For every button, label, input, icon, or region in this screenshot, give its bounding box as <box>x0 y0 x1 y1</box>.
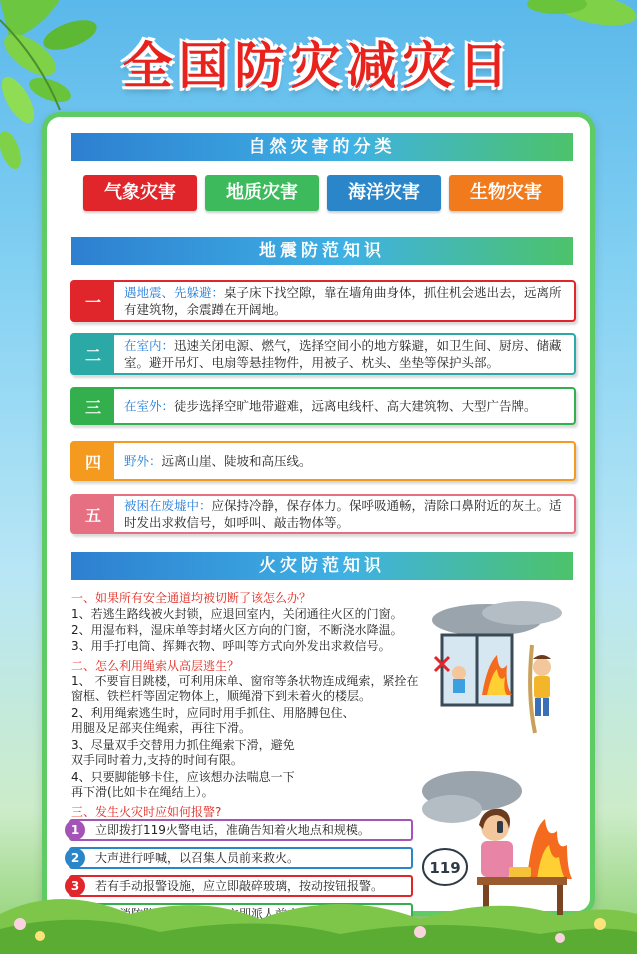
page-title: 全国防灾减灾日 <box>122 37 515 95</box>
quake-text-3: 在室外：徒步选择空旷地带避难，远离电线杆、高大建筑物、大型广告牌。 <box>124 398 537 414</box>
grass-decoration <box>0 874 637 954</box>
step-text-3: 若有手动报警设施，应立即敲碎玻璃，按动按钮报警。 <box>95 879 384 893</box>
quake-item-5 <box>70 494 576 534</box>
alarm-step-1 <box>69 819 413 841</box>
fire-q2-item-2b: 用腿及足部夹住绳索，再往下滑。 <box>71 721 252 735</box>
fire-question-3: 三、发生火灾时应如何报警? <box>71 805 222 819</box>
fire-heading: 火灾防范知识 <box>71 552 573 580</box>
fire-q2-item-1a: 1、 不要盲目跳楼，可利用床单、窗帘等条状物连成绳索，紧拴在 <box>71 674 419 688</box>
tag-weather: 气象灾害 <box>83 175 197 211</box>
fire-q2-item-1b: 窗框、铁栏杆等固定物体上，顺绳滑下到未着火的楼层。 <box>71 689 372 703</box>
alarm-step-2 <box>69 847 413 869</box>
quake-num-2: 二 <box>72 335 114 373</box>
rope-escape-illustration <box>427 595 577 735</box>
tag-biology: 生物灾害 <box>449 175 563 211</box>
quake-text-5: 被困在废墟中：应保持冷静，保存体力。保呼吸通畅，清除口鼻附近的灰土。适时发出求救信号，如呼叫、敲击物体等。 <box>124 498 562 530</box>
fire-q2-item-2a: 2、利用绳索逃生时，应同时用手抓住、用胳膊包住、 <box>71 706 355 720</box>
quake-num-3: 三 <box>72 389 114 423</box>
fire-q1-item-1: 1、若逃生路线被火封锁，应退回室内，关闭通往火区的门窗。 <box>71 607 403 621</box>
content-panel <box>42 112 595 916</box>
step-num-1: 1 <box>65 820 85 840</box>
quake-item-2 <box>70 333 576 375</box>
quake-text-1: 遇地震、先躲避：桌子床下找空隙，靠在墙角曲身体，抓住机会逃出去，远离所有建筑物，余震蹲在开阔地。 <box>124 285 562 317</box>
fire-q2-item-3a: 3、尽量双手交替用力抓住绳索下滑，避免 <box>71 738 295 752</box>
phone-number-bubble: 119 <box>429 859 461 877</box>
quake-num-4: 四 <box>72 443 114 479</box>
step-num-3: 3 <box>65 876 85 896</box>
fire-q2-item-3b: 双手同时着力,支持的时间有限。 <box>71 753 243 767</box>
disaster-tags <box>83 175 563 211</box>
step-num-2: 2 <box>65 848 85 868</box>
tag-ocean: 海洋灾害 <box>327 175 441 211</box>
fire-question-1: 一、如果所有安全通道均被切断了该怎么办？ <box>71 591 312 605</box>
quake-text-2: 在室内：迅速关闭电源、燃气，选择空间小的地方躲避，如卫生间、厨房、储藏室。避开吊灯、电扇等悬挂物件，用被子、枕头、坐垫等保护头部。 <box>124 338 562 370</box>
quake-item-1 <box>70 280 576 322</box>
fire-q2-item-4a: 4、只要脚能够卡住，应该想办法喘息一下 <box>71 770 295 784</box>
step-text-1: 立即拨打119火警电话，准确告知着火地点和规模。 <box>95 823 370 837</box>
tag-geology: 地质灾害 <box>205 175 319 211</box>
quake-num-1: 一 <box>72 282 114 320</box>
fire-q1-item-2: 2、用湿布料，湿床单等封堵火区方向的门窗，不断浇水降温。 <box>71 623 403 637</box>
quake-heading: 地震防范知识 <box>71 237 573 265</box>
step-text-2: 大声进行呼喊，以召集人员前来救火。 <box>95 851 300 865</box>
natural-heading: 自然灾害的分类 <box>71 133 573 161</box>
fire-q2-item-4b: 再下滑(比如卡在绳结上）。 <box>71 785 214 799</box>
fire-q1-item-3: 3、用手打电筒、挥舞衣物、呼叫等方式向外发出求救信号。 <box>71 639 391 653</box>
quake-item-3 <box>70 387 576 425</box>
quake-num-5: 五 <box>72 496 114 532</box>
quake-text-4: 野外：远离山崖、陡坡和高压线。 <box>124 453 312 469</box>
quake-item-4 <box>70 441 576 481</box>
fire-question-2: 二、怎么利用绳索从高层逃生？ <box>71 659 240 673</box>
